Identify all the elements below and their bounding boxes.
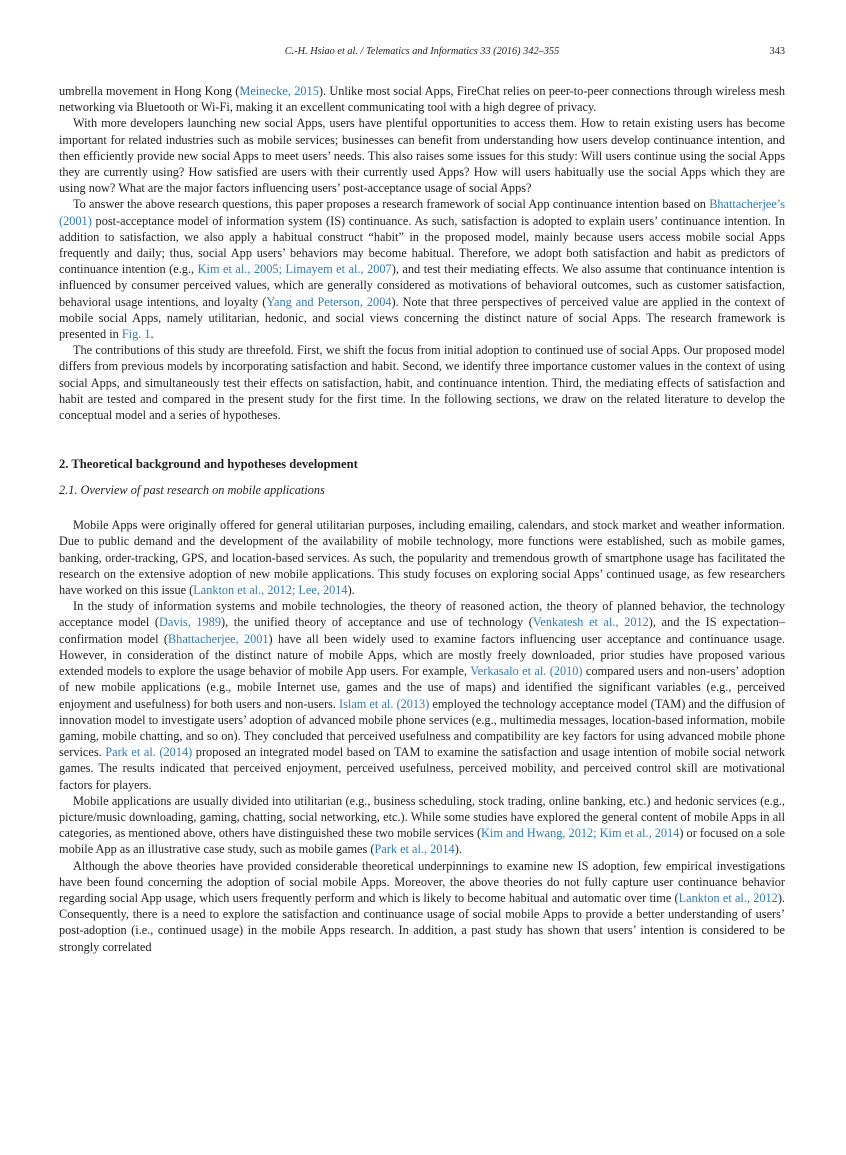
section-2-1-body xyxy=(59,517,785,954)
page-number: 343 xyxy=(769,46,785,57)
paragraph xyxy=(59,196,785,342)
paragraph xyxy=(59,517,785,598)
citation-link[interactable]: Islam et al. (2013) xyxy=(339,696,430,711)
citation-link[interactable]: Park et al. (2014) xyxy=(105,745,193,760)
page-header xyxy=(59,44,785,60)
citation-link[interactable]: Park et al., 2014 xyxy=(374,842,455,857)
running-head: C.-H. Hsiao et al. / Telematics and Informatics 33 (2016) 342–355 xyxy=(284,46,560,57)
paragraph-text: post-acceptance model of information system (IS) continuance. As such, satisfaction is adopted to explain users’ continuance intention. In addition to satisfaction, we also apply a habitual construct “habit” in the proposed model, mainly because users access mobile social Apps frequently and daily; thus, social App users’ behaviors may become habitual. Therefore, we adopt both satisfaction and habit as predictors of continuance intention (e.g., xyxy=(59,213,785,277)
paragraph-text: In the study of information systems and mobile technologies, the theory of reasoned action, the theory of planned behavior, the technology acceptance model ( xyxy=(59,599,785,630)
paragraph-text: ). Unlike most social Apps, FireChat relies on peer-to-peer connections through wireless mesh networking via Bluetooth or Wi-Fi, making it an excellent communicating tool with a high degree of privacy. xyxy=(59,84,786,115)
paragraph-text: employed the technology acceptance model (TAM) and the diffusion of innovation model to investigate users’ adoption of advanced mobile phone services (e.g., multimedia messages, location-based information, mobile gaming, mobile chatting, and so on). They concluded that perceived usefulness and compatibility are key factors for using advanced mobile phone services. xyxy=(59,696,785,760)
section-heading: 2. Theoretical background and hypotheses development xyxy=(59,457,358,472)
paragraph-text: proposed an integrated model based on TAM to examine the satisfaction and usage intention of mobile social network games. The results indicated that perceived enjoyment, perceived usefulness, perceived mobility, and perceived control skill are motivational factors for players. xyxy=(59,745,785,792)
paragraph-text: With more developers launching new social Apps, users have plentiful opportunities to access them. How to retain existing users has become important for related industries such as mobile services; businesses can benefit from understanding how users develop continuance intention, and then efficiently provide new social Apps to meet users’ needs. This also raises some issues for this study: Will users continue using the social Apps they are currently using? How satisfied are users with their currently used Apps? How will users habitually use the social Apps which they are using now? What are the major factors influencing users’ post-acceptance usage of social Apps? xyxy=(59,116,785,196)
paragraph-text: ). xyxy=(454,842,462,857)
citation-link[interactable]: Yang and Peterson, 2004 xyxy=(266,294,392,309)
paragraph-text: ), and the IS expectation–confirmation model ( xyxy=(59,615,785,646)
paragraph-text: Although the above theories have provided considerable theoretical underpinnings to examine new IS adoption, few empirical investigations have been found concerning the adoption of social mobile Apps. Moreover, the above theories do not fully capture user continuance behavior regarding social App usage, which users frequently perform and which is likely to become habitual and automatic over time ( xyxy=(59,858,785,905)
paragraph xyxy=(59,598,785,792)
paragraph xyxy=(59,83,785,115)
citation-link[interactable]: Verkasalo et al. (2010) xyxy=(470,664,583,679)
citation-link[interactable]: Bhattacherjee’s (2001) xyxy=(59,197,785,228)
paragraph-text: To answer the above research questions, this paper proposes a research framework of social App continuance intention based on xyxy=(73,197,710,212)
paragraph xyxy=(59,342,785,423)
subsection-heading: 2.1. Overview of past research on mobile applications xyxy=(59,483,325,498)
paragraph-text: ) have all been widely used to examine factors influencing user acceptance and continuance usage. However, in consideration of the distinct nature of mobile Apps, which are mostly freely downloaded, prior studies have proposed various extended models to explore the usage behavior of mobile App users. For example, xyxy=(59,631,785,679)
citation-link[interactable]: Lankton et al., 2012; Lee, 2014 xyxy=(193,583,348,598)
paragraph-text: Mobile applications are usually divided into utilitarian (e.g., business scheduling, stock trading, online banking, etc.) and hedonic services (e.g., picture/music downloading, gaming, chatting, social networking, etc.). While some studies have explored the general content of mobile Apps in all categories, as mentioned above, others have distinguished these two mobile services ( xyxy=(59,793,785,841)
paragraph-text: . xyxy=(150,327,154,342)
paragraph-text: The contributions of this study are threefold. First, we shift the focus from initial adoption to continued use of social Apps. Our proposed model differs from previous models by incorporating satisfaction and habit. Second, we identify three importance customer values in the context of using social Apps, and simultaneously test their effects on satisfaction, habit, and continuance intention. Third, the mediating effects of satisfaction and habit are tested and compared in the present study for the first time. In the following sections, we draw on the related literature to develop the conceptual model and a series of hypotheses. xyxy=(59,343,785,423)
paragraph-text: ). xyxy=(347,583,355,598)
paragraph xyxy=(59,115,785,196)
citation-link[interactable]: Bhattacherjee, 2001 xyxy=(167,631,269,646)
citation-link[interactable]: Davis, 1989 xyxy=(159,615,221,630)
paragraph-text: ). Consequently, there is a need to explore the satisfaction and continuance usage of social mobile Apps to provide a better understanding of users’ post-adoption (i.e., continued usage) in the mobile Apps research. In addition, a past study has shown that users’ intention is considered to be strongly correlated xyxy=(59,890,785,954)
paragraph-text: Mobile Apps were originally offered for general utilitarian purposes, including emailing, calendars, and stock market and weather information. Due to public demand and the development of the availability of mobile technology, more functions were established, such as mobile games, banking, order-tracking, GPS, and location-based services. As such, the popularity and tremendous growth of smartphone usage has facilitated the research on the extensive adoption of new mobile applications. This study focuses on exploring social Apps’ continued usage, as few researchers have worked on this issue ( xyxy=(59,518,785,598)
citation-link[interactable]: Kim and Hwang, 2012; Kim et al., 2014 xyxy=(481,826,680,841)
paragraph-text: ). Note that three perspectives of perceived value are applied in the context of mobile social Apps, namely utilitarian, hedonic, and social views concerning the distinct nature of social Apps. The research framework is presented in xyxy=(59,294,785,342)
paragraph xyxy=(59,793,785,858)
paper-page xyxy=(59,44,785,955)
citation-link[interactable]: Venkatesh et al., 2012 xyxy=(532,615,649,630)
intro-section xyxy=(59,83,785,423)
paragraph-text: umbrella movement in Hong Kong ( xyxy=(59,84,240,98)
paragraph-text: ), and test their mediating effects. We also assume that continuance intention is influenced by consumer perceived values, which are generally considered as motivations of behavioral outcomes, such as customer satisfaction, behavioral usage intentions, and loyalty ( xyxy=(59,262,785,309)
paragraph-text: compared users and non-users’ adoption of new mobile applications (e.g., mobile Internet use, games and the use of maps) and identified the significant variables (e.g., perceived enjoyment and usefulness) for both users and non-users. xyxy=(59,664,785,711)
paragraph-text: ) or focused on a sole mobile App as an illustrative case study, such as mobile games ( xyxy=(59,826,786,857)
citation-link[interactable]: Meinecke, 2015 xyxy=(239,84,319,98)
paragraph xyxy=(59,858,785,955)
citation-link[interactable]: Fig. 1 xyxy=(121,327,151,342)
citation-link[interactable]: Lankton et al., 2012 xyxy=(678,890,778,905)
paragraph-text: ), the unified theory of acceptance and use of technology ( xyxy=(220,615,533,630)
citation-link[interactable]: Kim et al., 2005; Limayem et al., 2007 xyxy=(197,262,392,277)
